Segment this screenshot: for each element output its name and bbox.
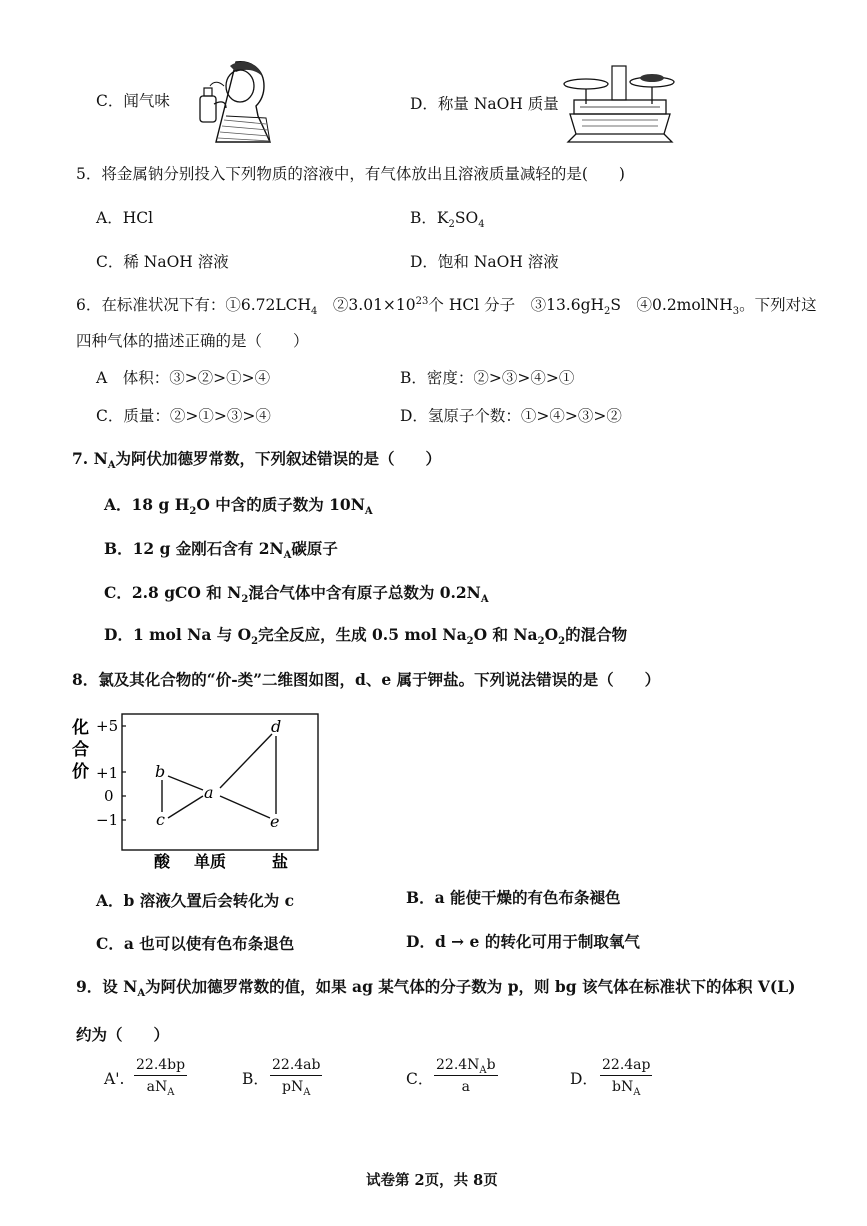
y-axis-label-2: 合 (72, 740, 89, 760)
y-axis-label-1: 化 (72, 718, 89, 738)
q6-option-b: B．密度：②>③>④>① (400, 369, 575, 387)
point-d: d (271, 717, 282, 736)
q9-option-d-fraction (600, 1057, 652, 1098)
q4-option-d: D．称量 NaOH 质量 (410, 95, 559, 113)
q8-option-b: B．a 能使干燥的有色布条褪色 (406, 888, 621, 907)
q9-option-d-label: D． (570, 1070, 598, 1088)
q6-option-a: A 体积：③>②>①>④ (96, 369, 271, 387)
q6-stem-line1: 6．在标准状况下有：$①6.72LCH_4$ $②3.01\times 10^{23}$个 HCl 分子 $③13.6gH_2S$ ④0.2molNH$_3$。下列对这 (76, 295, 817, 318)
q9-option-d-numerator: 22.4ap (600, 1058, 652, 1076)
q5-option-a: A．HCl (96, 209, 154, 227)
q9-option-b-numerator: 22.4ab (270, 1058, 322, 1076)
q5-option-d: D．饱和 NaOH 溶液 (410, 253, 559, 271)
q6-option-c: C．质量：②>①>③>④ (96, 407, 271, 425)
q6-option-d: D．氢原子个数：①>④>③>② (400, 407, 622, 425)
plot-frame (122, 714, 318, 850)
q7-option-b: B．12 g 金刚石含有 $2N_A$碳原子 (104, 539, 338, 562)
q9-option-b-denominator: $pN_A$ (282, 1079, 311, 1098)
balance-scale-illustration (560, 60, 680, 144)
point-a: a (204, 783, 214, 802)
q8-option-d: D．d → e 的转化可用于制取氧气 (406, 932, 640, 951)
q9-stem-line1: 9．设 $N_A$为阿伏加德罗常数的值，如果 ag 某气体的分子数为 p，则 bg 该气体在标准状下的体积 V(L) (76, 977, 796, 1000)
q8-stem: 8．氯及其化合物的“价-类”二维图如图，d、e 属于钾盐。下列说法错误的是（ ） (72, 670, 661, 689)
q5-option-c: C．稀 NaOH 溶液 (96, 253, 229, 271)
q7-option-c: C．2.8 gCO 和 $N_2$混合气体中含有原子总数为 $0.2N_A$ (104, 583, 489, 606)
q5-stem: 5．将金属钠分别投入下列物质的溶液中，有气体放出且溶液质量减轻的是( ) (76, 165, 625, 183)
q8-option-c: C．a 也可以使有色布条退色 (96, 934, 295, 953)
q5-option-b: B．$K_2SO_4$ (410, 209, 485, 231)
q9-option-c-denominator: a (461, 1079, 470, 1095)
q9-stem-line2: 约为（ ） (76, 1025, 170, 1044)
smelling-person-illustration (196, 56, 276, 144)
link-c-a (168, 796, 203, 818)
point-b: b (155, 762, 166, 781)
q9-option-c-numerator: $22.4N_Ab$ (436, 1057, 496, 1076)
y-tick-minus1: −1 (96, 811, 119, 829)
q9-option-d-denominator: $bN_A$ (612, 1079, 641, 1098)
q7-option-a: A．18 g $H_2O$ 中含的质子数为 $10N_A$ (104, 495, 373, 518)
link-a-d (220, 734, 272, 788)
valence-class-diagram (66, 710, 336, 876)
x-tick-acid: 酸 (154, 852, 171, 871)
q9-option-b-label: B． (242, 1070, 269, 1088)
q9-option-b-fraction (270, 1057, 322, 1098)
point-c: c (156, 810, 165, 829)
q9-option-c-label: C． (406, 1070, 434, 1088)
y-tick-plus5: +5 (96, 717, 119, 735)
q4-option-c: C．闻气味 (96, 92, 170, 110)
x-tick-salt: 盐 (272, 852, 289, 871)
y-tick-plus1: +1 (96, 764, 119, 782)
q7-stem: 7. $N_A$为阿伏加德罗常数，下列叙述错误的是（ ） (72, 449, 442, 472)
q9-option-c-fraction (434, 1058, 498, 1094)
page-footer: 试卷第 2页，共 8页 (366, 1172, 498, 1189)
q7-option-d: D．1 mol Na 与 $O_2$完全反应，生成 0.5 mol $Na_2O$ 和 $Na_2O_2$的混合物 (104, 625, 628, 648)
link-b-a (168, 776, 203, 790)
x-tick-element: 单质 (194, 852, 227, 871)
link-a-e (220, 796, 270, 818)
y-axis-label-3: 价 (72, 762, 89, 782)
q9-option-a-denominator: $aN_A$ (146, 1079, 175, 1098)
q8-option-a: A．b 溶液久置后会转化为 c (96, 891, 295, 910)
point-e: e (270, 812, 280, 831)
q9-option-a-label: A'. (104, 1070, 125, 1088)
q9-option-a-fraction (134, 1057, 187, 1098)
q9-option-a-numerator: 22.4bp (134, 1058, 187, 1076)
q6-stem-line2: 四种气体的描述正确的是（ ） (76, 332, 309, 350)
y-tick-0: 0 (104, 787, 114, 805)
